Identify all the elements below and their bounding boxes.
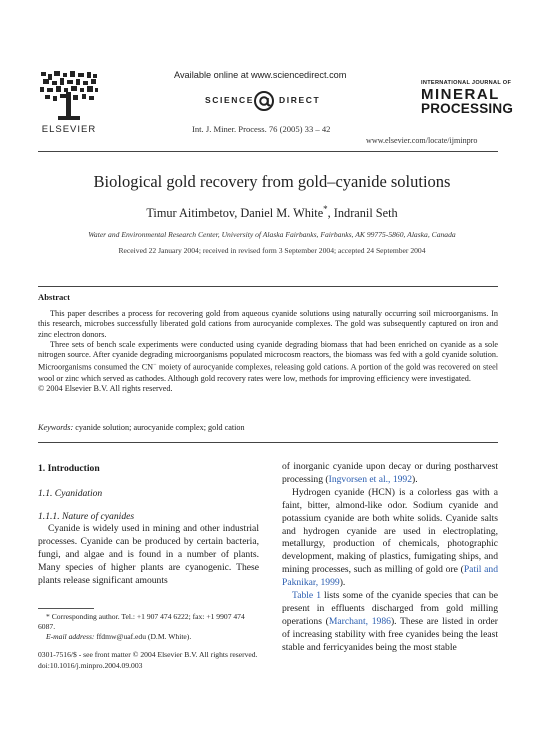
authors-after: , Indranil Seth xyxy=(327,206,398,221)
ref-table-1[interactable]: Table 1 xyxy=(292,590,321,602)
authors-before: Timur Aitimbetov, Daniel M. White xyxy=(146,206,324,221)
right-paragraph-2: Hydrogen cyanide (HCN) is a colorless gas with a faint, bitter, almond-like odor. Sodium cyanide and potassium cyanide are both white solids. Cyanide salts and hydrogen cyanide are used in electroplating, metallurgy, production of chemicals, photographic development, making of plastics, fumigating ships, and mining processes, such as milling of gold ore (Patil and Paknikar, 1999). xyxy=(282,486,498,589)
footnote-email xyxy=(38,632,260,642)
abstract-heading: Abstract xyxy=(38,292,70,302)
sciencedirect-at-icon xyxy=(253,89,275,113)
abstract-paragraph-1: This paper describes a process for recovering gold from aqueous cyanide solutions using naturally occurring soil microorganisms. In this research, microbes successfully liberated gold cations from aurocyanide complexes. The gold was subsequently captured on iron and zinc electron donors. xyxy=(38,309,498,339)
issn-line: 0301-7516/$ - see front matter © 2004 Elsevier B.V. All rights reserved. xyxy=(38,650,258,659)
journal-logo xyxy=(421,80,514,116)
ref-ingvorsen[interactable]: Ingvorsen et al., 1992 xyxy=(328,473,413,485)
right-paragraph-3: Table 1 lists some of the cyanide species that can be present in effluents discharged from gold milling operations (Marchant, 1986). These are listed in order of increasing stability with free cyanides being the least stable and ferricyanides being the most stable xyxy=(282,590,498,653)
keywords-list: cyanide solution; aurocyanide complex; gold cation xyxy=(75,423,245,432)
publisher-name: ELSEVIER xyxy=(41,124,97,135)
elsevier-tree-icon xyxy=(38,70,100,124)
affiliation: Water and Environmental Research Center, University of Alaska Fairbanks, Fairbanks, AK 99775-5860, Alaska, Canada xyxy=(88,230,456,239)
journal-logo-line2: MINERAL xyxy=(421,86,500,103)
right-paragraph-1: of inorganic cyanide upon decay or during postharvest processing (Ingvorsen et al., 1992). xyxy=(282,461,498,485)
ref-patil[interactable]: Patil and Paknikar, 1999 xyxy=(282,564,498,589)
section-heading-introduction: 1. Introduction xyxy=(38,463,100,474)
available-online-text[interactable]: Available online at www.sciencedirect.com xyxy=(174,70,347,80)
sciencedirect-left: SCIENCE xyxy=(205,95,254,105)
footnote xyxy=(38,612,260,642)
corresponding-star[interactable]: * xyxy=(323,204,328,214)
subsubsection-heading-nature: 1.1.1. Nature of cyanides xyxy=(38,511,135,522)
journal-logo-line1: INTERNATIONAL JOURNAL OF xyxy=(421,80,512,86)
abstract-paragraph-2: Three sets of bench scale experiments were conducted using cyanide degrading biomass that had been enriched on cyanide as a sole nitrogen source. After cyanide degrading microorganisms populated microcosm reactors, the biomass was fed with a gold cyanide solution. Microorganisms consumed the CN− moiety of aurocyanide complexes, releasing gold cations. A portion of the gold was recovered on steel wool or zinc which served as cathodes. Although gold recovery rates were low, methods for improving efficiency were investigated. xyxy=(38,339,498,383)
abstract-bottom-rule xyxy=(38,442,498,443)
sciencedirect-right: DIRECT xyxy=(279,95,321,105)
email-address[interactable]: ffdmw@uaf.edu (D.M. White). xyxy=(96,632,192,641)
elsevier-logo xyxy=(38,70,100,124)
footnote-corresponding: * Corresponding author. Tel.: +1 907 474 6222; fax: +1 9907 474 6087. xyxy=(38,612,245,631)
journal-url[interactable]: www.elsevier.com/locate/ijminpro xyxy=(366,136,478,145)
email-label: E-mail address: xyxy=(46,632,95,641)
footnote-rule xyxy=(38,608,94,609)
subsection-heading-cyanidation: 1.1. Cyanidation xyxy=(38,488,103,499)
journal-reference: Int. J. Miner. Process. 76 (2005) 33 – 42 xyxy=(192,124,331,134)
journal-logo-line3: PROCESSING xyxy=(421,101,514,116)
abstract-copyright: © 2004 Elsevier B.V. All rights reserved. xyxy=(38,383,173,393)
doi-line[interactable]: doi:10.1016/j.minpro.2004.09.003 xyxy=(38,661,143,670)
article-title: Biological gold recovery from gold–cyanide solutions xyxy=(93,172,451,191)
header-divider xyxy=(38,151,498,152)
authors xyxy=(0,204,544,221)
ref-marchant[interactable]: Marchant, 1986 xyxy=(328,615,391,627)
keywords xyxy=(38,423,245,432)
abstract-body xyxy=(38,309,498,394)
keywords-label: Keywords: xyxy=(38,423,74,432)
intro-paragraph: Cyanide is widely used in mining and other industrial processes. Cyanide can be produced by certain bacteria, fungi, and algae and is found in a number of plants. Many species of higher plants are cyanogenic. These plants release significant amounts xyxy=(38,523,259,586)
sciencedirect-logo xyxy=(205,89,345,115)
abstract-top-rule xyxy=(38,286,498,287)
right-column xyxy=(282,461,498,655)
article-dates: Received 22 January 2004; received in revised form 3 September 2004; accepted 24 September 2004 xyxy=(118,246,426,255)
